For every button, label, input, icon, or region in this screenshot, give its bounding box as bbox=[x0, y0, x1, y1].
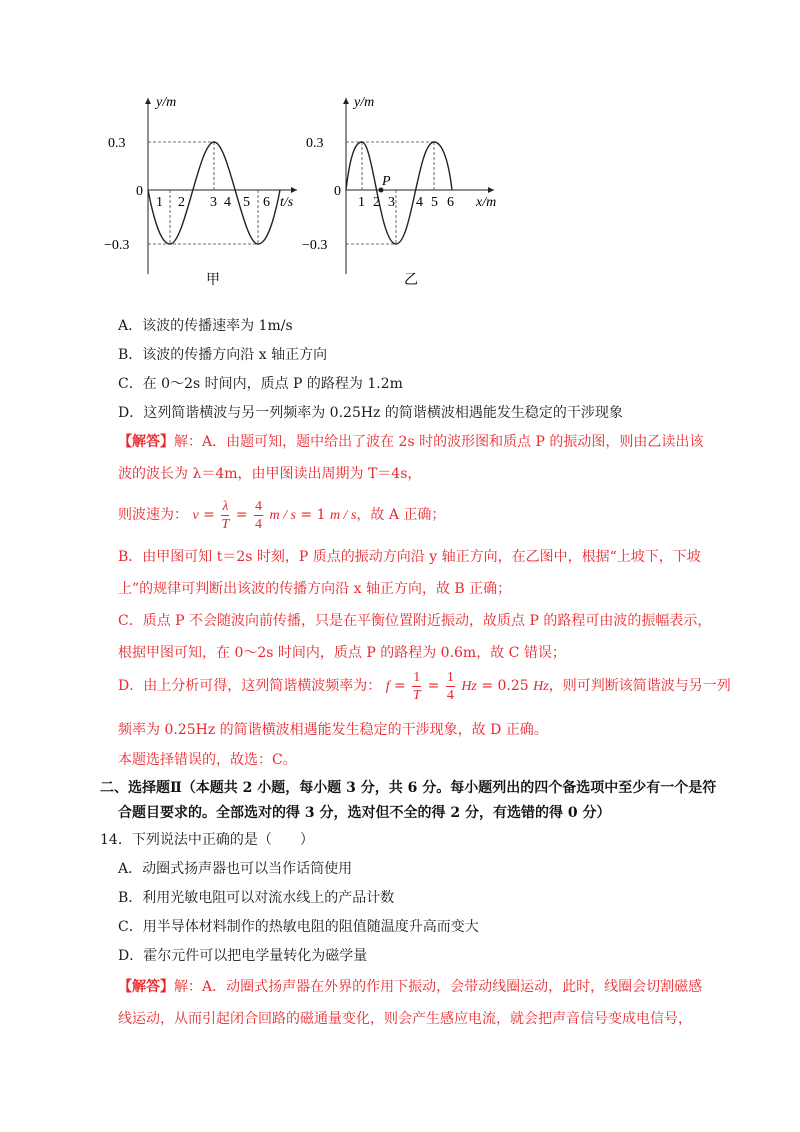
caption-yi: 乙 bbox=[404, 273, 418, 288]
section2-heading-line2: 合题目要求的。全部选对的得 3 分，选对但不全的得 2 分，有选错的得 0 分） bbox=[118, 805, 611, 821]
fraction-four-over-four: $\frac{4}{4}$ bbox=[255, 498, 263, 532]
svg-text:2: 2 bbox=[178, 195, 185, 210]
q13-solution-b2: 上”的规律可判断出该波的传播方向沿 x 轴正方向，故 B 正确； bbox=[118, 581, 512, 597]
graph-yi bbox=[300, 86, 520, 296]
svg-text:5: 5 bbox=[431, 195, 438, 210]
svg-text:1: 1 bbox=[358, 195, 365, 210]
svg-text:0.3: 0.3 bbox=[306, 136, 324, 151]
point-p-label: P bbox=[382, 174, 391, 189]
q14-option-d: D．霍尔元件可以把电学量转化为磁学量 bbox=[118, 948, 368, 964]
q13-solution-a2: 波的波长为 λ＝4m，由甲图读出周期为 T＝4s， bbox=[118, 466, 422, 482]
wave-figures bbox=[100, 86, 520, 296]
q14-stem: 14．下列说法中正确的是（ ） bbox=[100, 832, 314, 848]
svg-text:0.3: 0.3 bbox=[108, 136, 126, 151]
svg-text:6: 6 bbox=[263, 195, 270, 210]
svg-text:3: 3 bbox=[210, 195, 217, 210]
svg-text:−0.3: −0.3 bbox=[302, 238, 328, 253]
caption-jia: 甲 bbox=[206, 273, 220, 288]
svg-text:0: 0 bbox=[136, 184, 143, 199]
q13-option-d: D．这列简谐横波与另一列频率为 0.25Hz 的简谐横波相遇能发生稳定的干涉现象 bbox=[118, 405, 623, 421]
q13-solution-a1: 【解答】解：A．由题可知，题中给出了波在 2s 时的波形图和质点 P 的振动图，则由乙读出该 bbox=[118, 434, 704, 450]
q14-solution-a2: 线运动，从而引起闭合回路的磁通量变化，则会产生感应电流，就会把声音信号变成电信号， bbox=[118, 1011, 692, 1027]
section2-heading-line1: 二、选择题Ⅱ（本题共 2 小题，每小题 3 分，共 6 分。每小题列出的四个备选项中至少有一个是符 bbox=[100, 780, 717, 796]
fraction-lambda-over-t: $\frac{\lambda}{T}$ bbox=[221, 498, 230, 532]
q13-option-c: C．在 0～2s 时间内，质点 P 的路程为 1.2m bbox=[118, 376, 403, 392]
svg-text:−0.3: −0.3 bbox=[104, 238, 130, 253]
graph-jia bbox=[100, 86, 310, 296]
q14-option-a: A．动圈式扬声器也可以当作话筒使用 bbox=[118, 861, 353, 877]
q14-option-c: C．用半导体材料制作的热敏电阻的阻值随温度升高而变大 bbox=[118, 919, 479, 935]
q13-velocity-formula: 则波速为： v = $\frac{\lambda}{T}$ = $\frac{4}{4}$ m / s = 1 m / s，故 A 正确； bbox=[118, 498, 446, 532]
q13-solution-c2: 根据甲图可知，在 0～2s 时间内，质点 P 的路程为 0.6m，故 C 错误； bbox=[118, 645, 566, 661]
q13-solution-d2: 频率为 0.25Hz 的简谐横波相遇能发生稳定的干涉现象，故 D 正确。 bbox=[118, 722, 548, 738]
y-axis-label-left: y/m bbox=[156, 95, 177, 110]
y-axis-label-right: y/m bbox=[354, 95, 375, 110]
svg-text:2: 2 bbox=[373, 195, 380, 210]
q13-solution-b1: B．由甲图可知 t＝2s 时刻，P 质点的振动方向沿 y 轴正方向，在乙图中，根据“上坡下，下坡 bbox=[118, 549, 701, 565]
svg-text:1: 1 bbox=[156, 195, 163, 210]
q13-final-answer: 本题选择错误的，故选：C。 bbox=[118, 752, 297, 768]
q13-frequency-formula: D．由上分析可得，这列简谐横波频率为： f = $\frac{1}{T}$ = $\frac{1}{4}$ Hz = 0.25 Hz，则可判断该简谐波与另一列 bbox=[118, 669, 731, 703]
fraction-one-over-four: $\frac{1}{4}$ bbox=[446, 669, 454, 703]
q13-solution-c1: C．质点 P 不会随波向前传播，只是在平衡位置附近振动，故质点 P 的路程可由波的振幅表示， bbox=[118, 613, 712, 629]
t-axis-label: t/s bbox=[280, 195, 294, 210]
svg-text:4: 4 bbox=[224, 195, 231, 210]
svg-text:4: 4 bbox=[416, 195, 423, 210]
q14-option-b: B．利用光敏电阻可以对流水线上的产品计数 bbox=[118, 890, 395, 906]
q13-option-b: B．该波的传播方向沿 x 轴正方向 bbox=[118, 347, 328, 363]
q14-solution-a1: 【解答】解：A．动圈式扬声器在外界的作用下振动，会带动线圈运动，此时，线圈会切割磁感 bbox=[118, 979, 703, 995]
fraction-one-over-t: $\frac{1}{T}$ bbox=[412, 669, 421, 703]
svg-text:6: 6 bbox=[447, 195, 454, 210]
q13-option-a: A．该波的传播速率为 1m/s bbox=[118, 318, 293, 334]
svg-text:0: 0 bbox=[334, 184, 341, 199]
solution-tag: 【解答】 bbox=[118, 434, 174, 450]
svg-text:3: 3 bbox=[388, 195, 395, 210]
x-axis-label: x/m bbox=[476, 195, 497, 210]
svg-text:5: 5 bbox=[243, 195, 250, 210]
